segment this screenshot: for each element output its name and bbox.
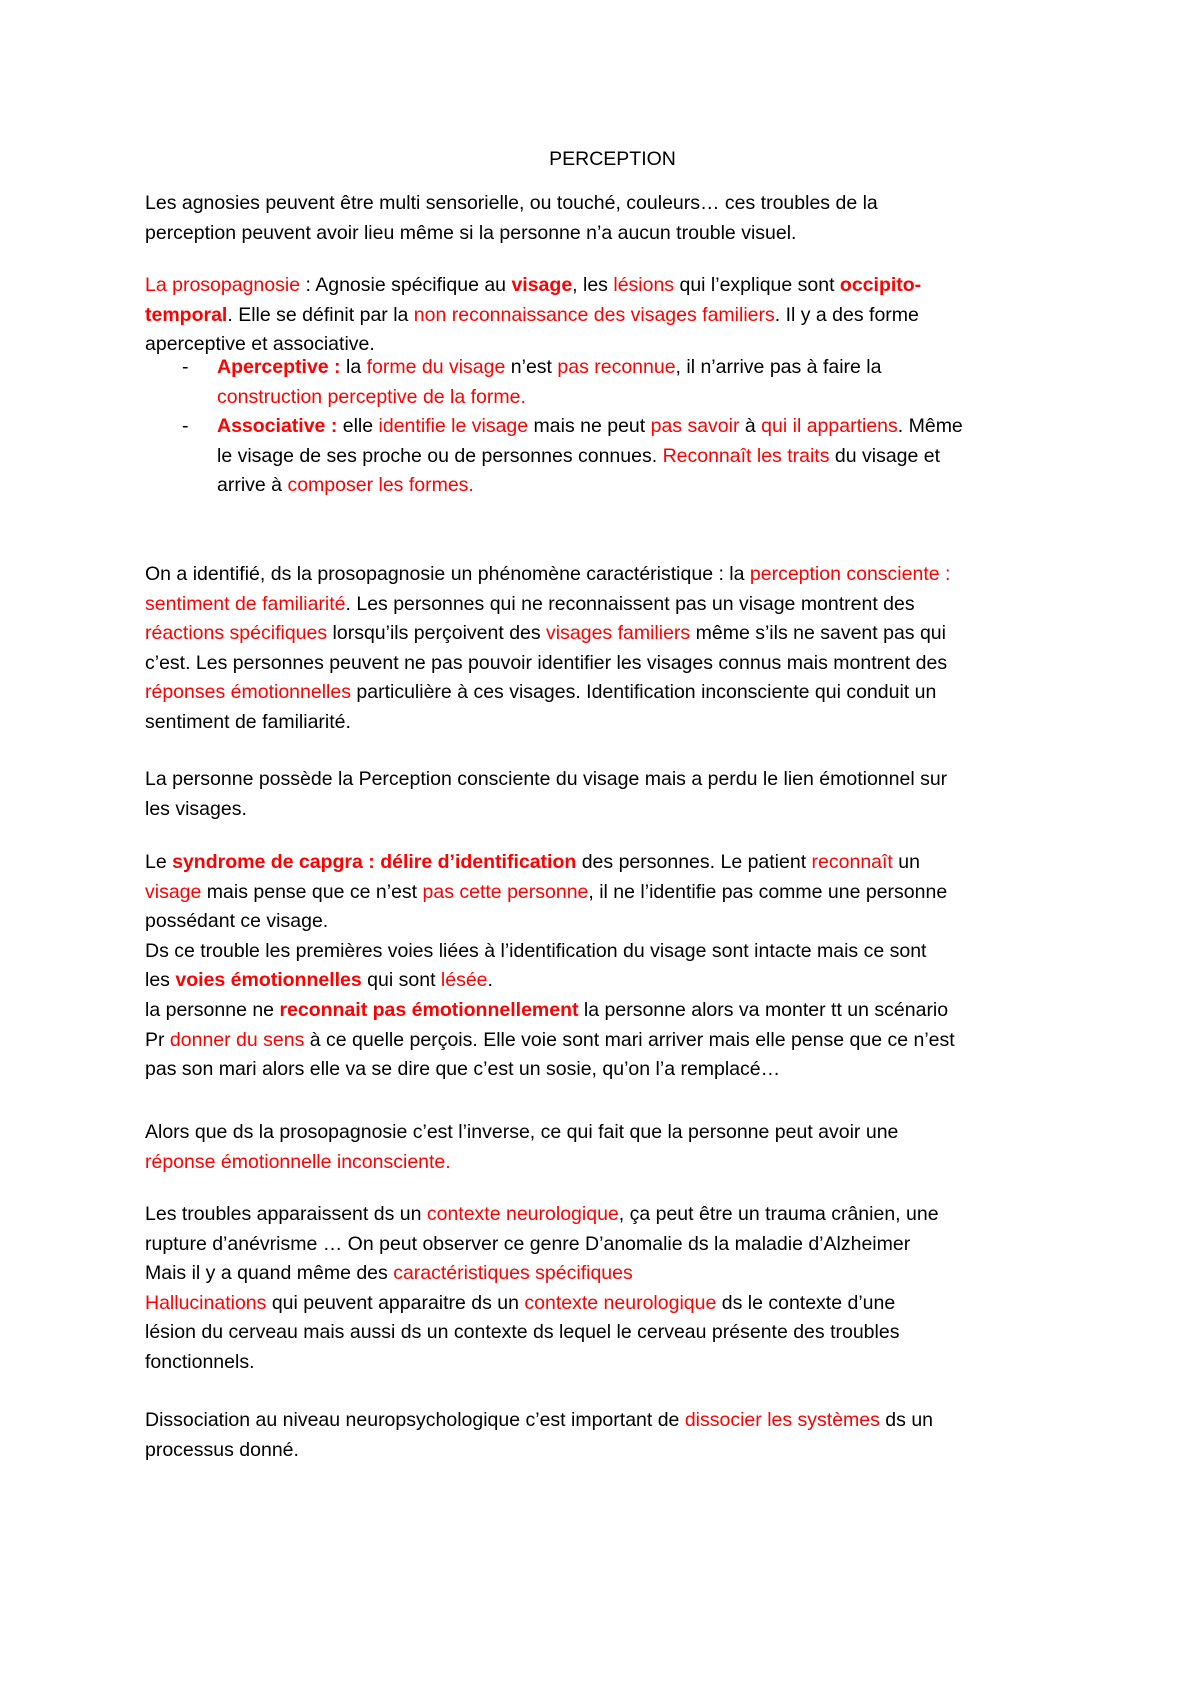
highlight-span: occipito- bbox=[839, 274, 922, 296]
highlight-span: sentiment de familiarité bbox=[145, 592, 346, 615]
text-span: mais pense que ce n’est bbox=[201, 880, 423, 903]
text-span: qui sont bbox=[361, 969, 441, 992]
highlight-span: Reconnaît les traits bbox=[662, 444, 830, 467]
text-span: . Les personnes qui ne reconnaissent pas un visage montrent des bbox=[345, 592, 915, 615]
highlight-span: lésions bbox=[613, 274, 675, 296]
paragraph-conscious-perception bbox=[145, 765, 1080, 824]
paragraph-familiarity bbox=[145, 560, 1080, 738]
highlight-span: qui il appartiens bbox=[761, 415, 898, 438]
list-item-associative bbox=[145, 412, 1080, 442]
text-span: ds le contexte d’une bbox=[716, 1291, 896, 1314]
text-span: On a identifié, ds la prosopagnosie un phénomène caractéristique : la bbox=[145, 563, 750, 585]
highlight-span: : bbox=[325, 415, 343, 438]
text-span: Le bbox=[145, 851, 173, 873]
text-line bbox=[145, 1406, 1080, 1436]
highlight-span: forme du visage bbox=[366, 356, 506, 378]
text-span: des personnes. Le patient bbox=[576, 851, 812, 873]
text-span: . Elle se définit par la bbox=[227, 303, 414, 326]
text-line bbox=[145, 1026, 1080, 1056]
text-span: ds un bbox=[879, 1409, 934, 1431]
highlight-span: visage bbox=[145, 880, 202, 903]
text-line bbox=[145, 996, 1080, 1026]
term-hallucinations: Hallucinations bbox=[145, 1291, 267, 1314]
paragraph-prosopagnosia bbox=[145, 271, 1080, 360]
text-span: arrive à bbox=[217, 474, 288, 497]
text-line: c’est. Les personnes peuvent ne pas pouvoir identifier les visages connus mais montrent des bbox=[145, 651, 948, 674]
text-line: processus donné. bbox=[145, 1438, 299, 1461]
text-span: les bbox=[145, 969, 176, 992]
text-line: aperceptive et associative. bbox=[145, 333, 375, 356]
text-line bbox=[145, 966, 1080, 996]
highlight-span: non reconnaissance des visages familiers bbox=[413, 303, 775, 326]
text-line bbox=[145, 301, 1080, 331]
text-span: un bbox=[892, 851, 920, 873]
text-line: sentiment de familiarité. bbox=[145, 710, 351, 733]
highlight-span: dissocier les systèmes bbox=[684, 1409, 880, 1431]
text-line bbox=[145, 271, 1080, 301]
highlight-span: réactions spécifiques bbox=[145, 622, 328, 645]
page-title: PERCEPTION bbox=[549, 148, 676, 170]
text-line: les visages. bbox=[145, 797, 247, 820]
paragraph-capgras bbox=[145, 848, 1080, 1085]
highlight-span: construction perceptive de la forme. bbox=[217, 385, 526, 408]
text-span: le visage de ses proche ou de personnes connues. bbox=[217, 444, 663, 467]
term-prosopagnosia: La prosopagnosie bbox=[145, 274, 301, 296]
text-line bbox=[145, 590, 1080, 620]
bullet-dash: - bbox=[182, 415, 189, 438]
text-span: . Il y a des forme bbox=[774, 303, 919, 326]
text-span: elle bbox=[342, 415, 379, 438]
text-span: n’est bbox=[505, 356, 558, 378]
text-span: . Même bbox=[897, 415, 963, 438]
text-span: particulière à ces visages. Identification inconsciente qui conduit un bbox=[350, 681, 937, 704]
highlight-span: donner du sens bbox=[169, 1028, 305, 1051]
term-associative: Associative bbox=[217, 415, 326, 438]
highlight-span: : bbox=[362, 851, 381, 873]
highlight-span: reconnaît bbox=[811, 851, 893, 873]
highlight-span: reconnait pas émotionnellement bbox=[279, 998, 579, 1021]
highlight-span: contexte neurologique bbox=[524, 1291, 717, 1314]
paragraph-dissociation bbox=[145, 1406, 1080, 1465]
text-span: Les troubles apparaissent ds un bbox=[145, 1203, 427, 1225]
text-span: . bbox=[487, 969, 493, 992]
highlight-line: réponse émotionnelle inconsciente. bbox=[145, 1150, 451, 1173]
highlight-span: visages familiers bbox=[546, 622, 691, 645]
highlight-span: composer les formes. bbox=[287, 474, 474, 497]
text-line bbox=[145, 678, 1080, 708]
text-line: fonctionnels. bbox=[145, 1350, 255, 1373]
highlight-span: pas reconnue bbox=[557, 356, 676, 378]
text-line: lésion du cerveau mais aussi ds un contexte ds lequel le cerveau présente des troubles bbox=[145, 1321, 900, 1344]
highlight-span: lésée bbox=[440, 969, 488, 992]
text-line: Alors que ds la prosopagnosie c’est l’inverse, ce qui fait que la personne peut avoir une bbox=[145, 1121, 899, 1143]
text-line: rupture d’anévrisme … On peut observer ce genre D’anomalie ds la maladie d’Alzheimer bbox=[145, 1232, 911, 1255]
text-span: même s’ils ne savent pas qui bbox=[690, 622, 946, 645]
text-line bbox=[145, 1200, 1080, 1230]
text-span: mais ne peut bbox=[528, 415, 651, 438]
text-line: perception peuvent avoir lieu même si la personne n’a aucun trouble visuel. bbox=[145, 221, 797, 244]
text-span: , il n’arrive pas à faire la bbox=[675, 356, 882, 378]
highlight-span: temporal bbox=[145, 303, 228, 326]
term-capgras-syndrome: syndrome de capgra bbox=[172, 851, 363, 873]
highlight-span: : bbox=[328, 356, 346, 378]
text-span: Pr bbox=[145, 1028, 170, 1051]
paragraph-neurological-context bbox=[145, 1200, 1080, 1378]
text-span: : Agnosie spécifique au bbox=[300, 274, 512, 296]
text-span: à ce quelle perçois. Elle voie sont mari arriver mais elle pense que ce n’est bbox=[304, 1028, 955, 1051]
text-line: La personne possède la Perception consciente du visage mais a perdu le lien émotionnel sur bbox=[145, 768, 948, 790]
text-line bbox=[145, 1259, 1080, 1289]
text-span: , les bbox=[572, 274, 614, 296]
text-line: pas son mari alors elle va se dire que c’est un sosie, qu’on l’a remplacé… bbox=[145, 1058, 781, 1081]
text-span: à bbox=[739, 415, 762, 438]
highlight-span: contexte neurologique bbox=[426, 1203, 619, 1225]
highlight-span: pas savoir bbox=[650, 415, 740, 438]
text-line bbox=[145, 471, 1080, 501]
highlight-span: caractéristiques spécifiques bbox=[393, 1262, 633, 1285]
text-line bbox=[145, 442, 1080, 472]
bullet-list bbox=[145, 353, 1080, 501]
text-line bbox=[145, 848, 1080, 878]
text-line: Les agnosies peuvent être multi sensorielle, ou touché, couleurs… ces troubles de la bbox=[145, 192, 878, 214]
text-span: qui l’explique sont bbox=[674, 274, 840, 296]
highlight-span: voies émotionnelles bbox=[175, 969, 362, 992]
text-line bbox=[145, 383, 1080, 413]
text-line bbox=[145, 560, 1080, 590]
paragraph-intro bbox=[145, 189, 1080, 248]
highlight-span: visage bbox=[511, 274, 573, 296]
text-line bbox=[145, 1289, 1080, 1319]
highlight-span: perception consciente : bbox=[749, 563, 951, 585]
text-span: lorsqu’ils perçoivent des bbox=[327, 622, 547, 645]
text-span: la personne ne bbox=[145, 998, 280, 1021]
text-line: Ds ce trouble les premières voies liées à l’identification du visage sont intacte mais ce sont bbox=[145, 939, 927, 962]
text-span: Mais il y a quand même des bbox=[145, 1262, 394, 1285]
paragraph-inverse bbox=[145, 1118, 1080, 1177]
list-item-aperceptive bbox=[145, 353, 1080, 383]
text-span: du visage et bbox=[829, 444, 941, 467]
text-span: qui peuvent apparaitre ds un bbox=[266, 1291, 525, 1314]
term-aperceptive: Aperceptive bbox=[217, 356, 329, 378]
text-line bbox=[145, 878, 1080, 908]
highlight-span: délire d’identification bbox=[380, 851, 577, 873]
highlight-span: identifie le visage bbox=[378, 415, 529, 438]
text-line: possédant ce visage. bbox=[145, 910, 329, 933]
text-span: , il ne l’identifie pas comme une personne bbox=[588, 880, 948, 903]
text-span: , ça peut être un trauma crânien, une bbox=[618, 1203, 939, 1225]
text-span: Dissociation au niveau neuropsychologique c’est important de bbox=[145, 1409, 685, 1431]
text-span: la personne alors va monter tt un scénario bbox=[578, 998, 949, 1021]
highlight-span: réponses émotionnelles bbox=[145, 681, 351, 704]
text-line bbox=[145, 619, 1080, 649]
highlight-span: pas cette personne bbox=[422, 880, 589, 903]
text-span: la bbox=[345, 356, 367, 378]
bullet-dash: - bbox=[182, 356, 189, 378]
